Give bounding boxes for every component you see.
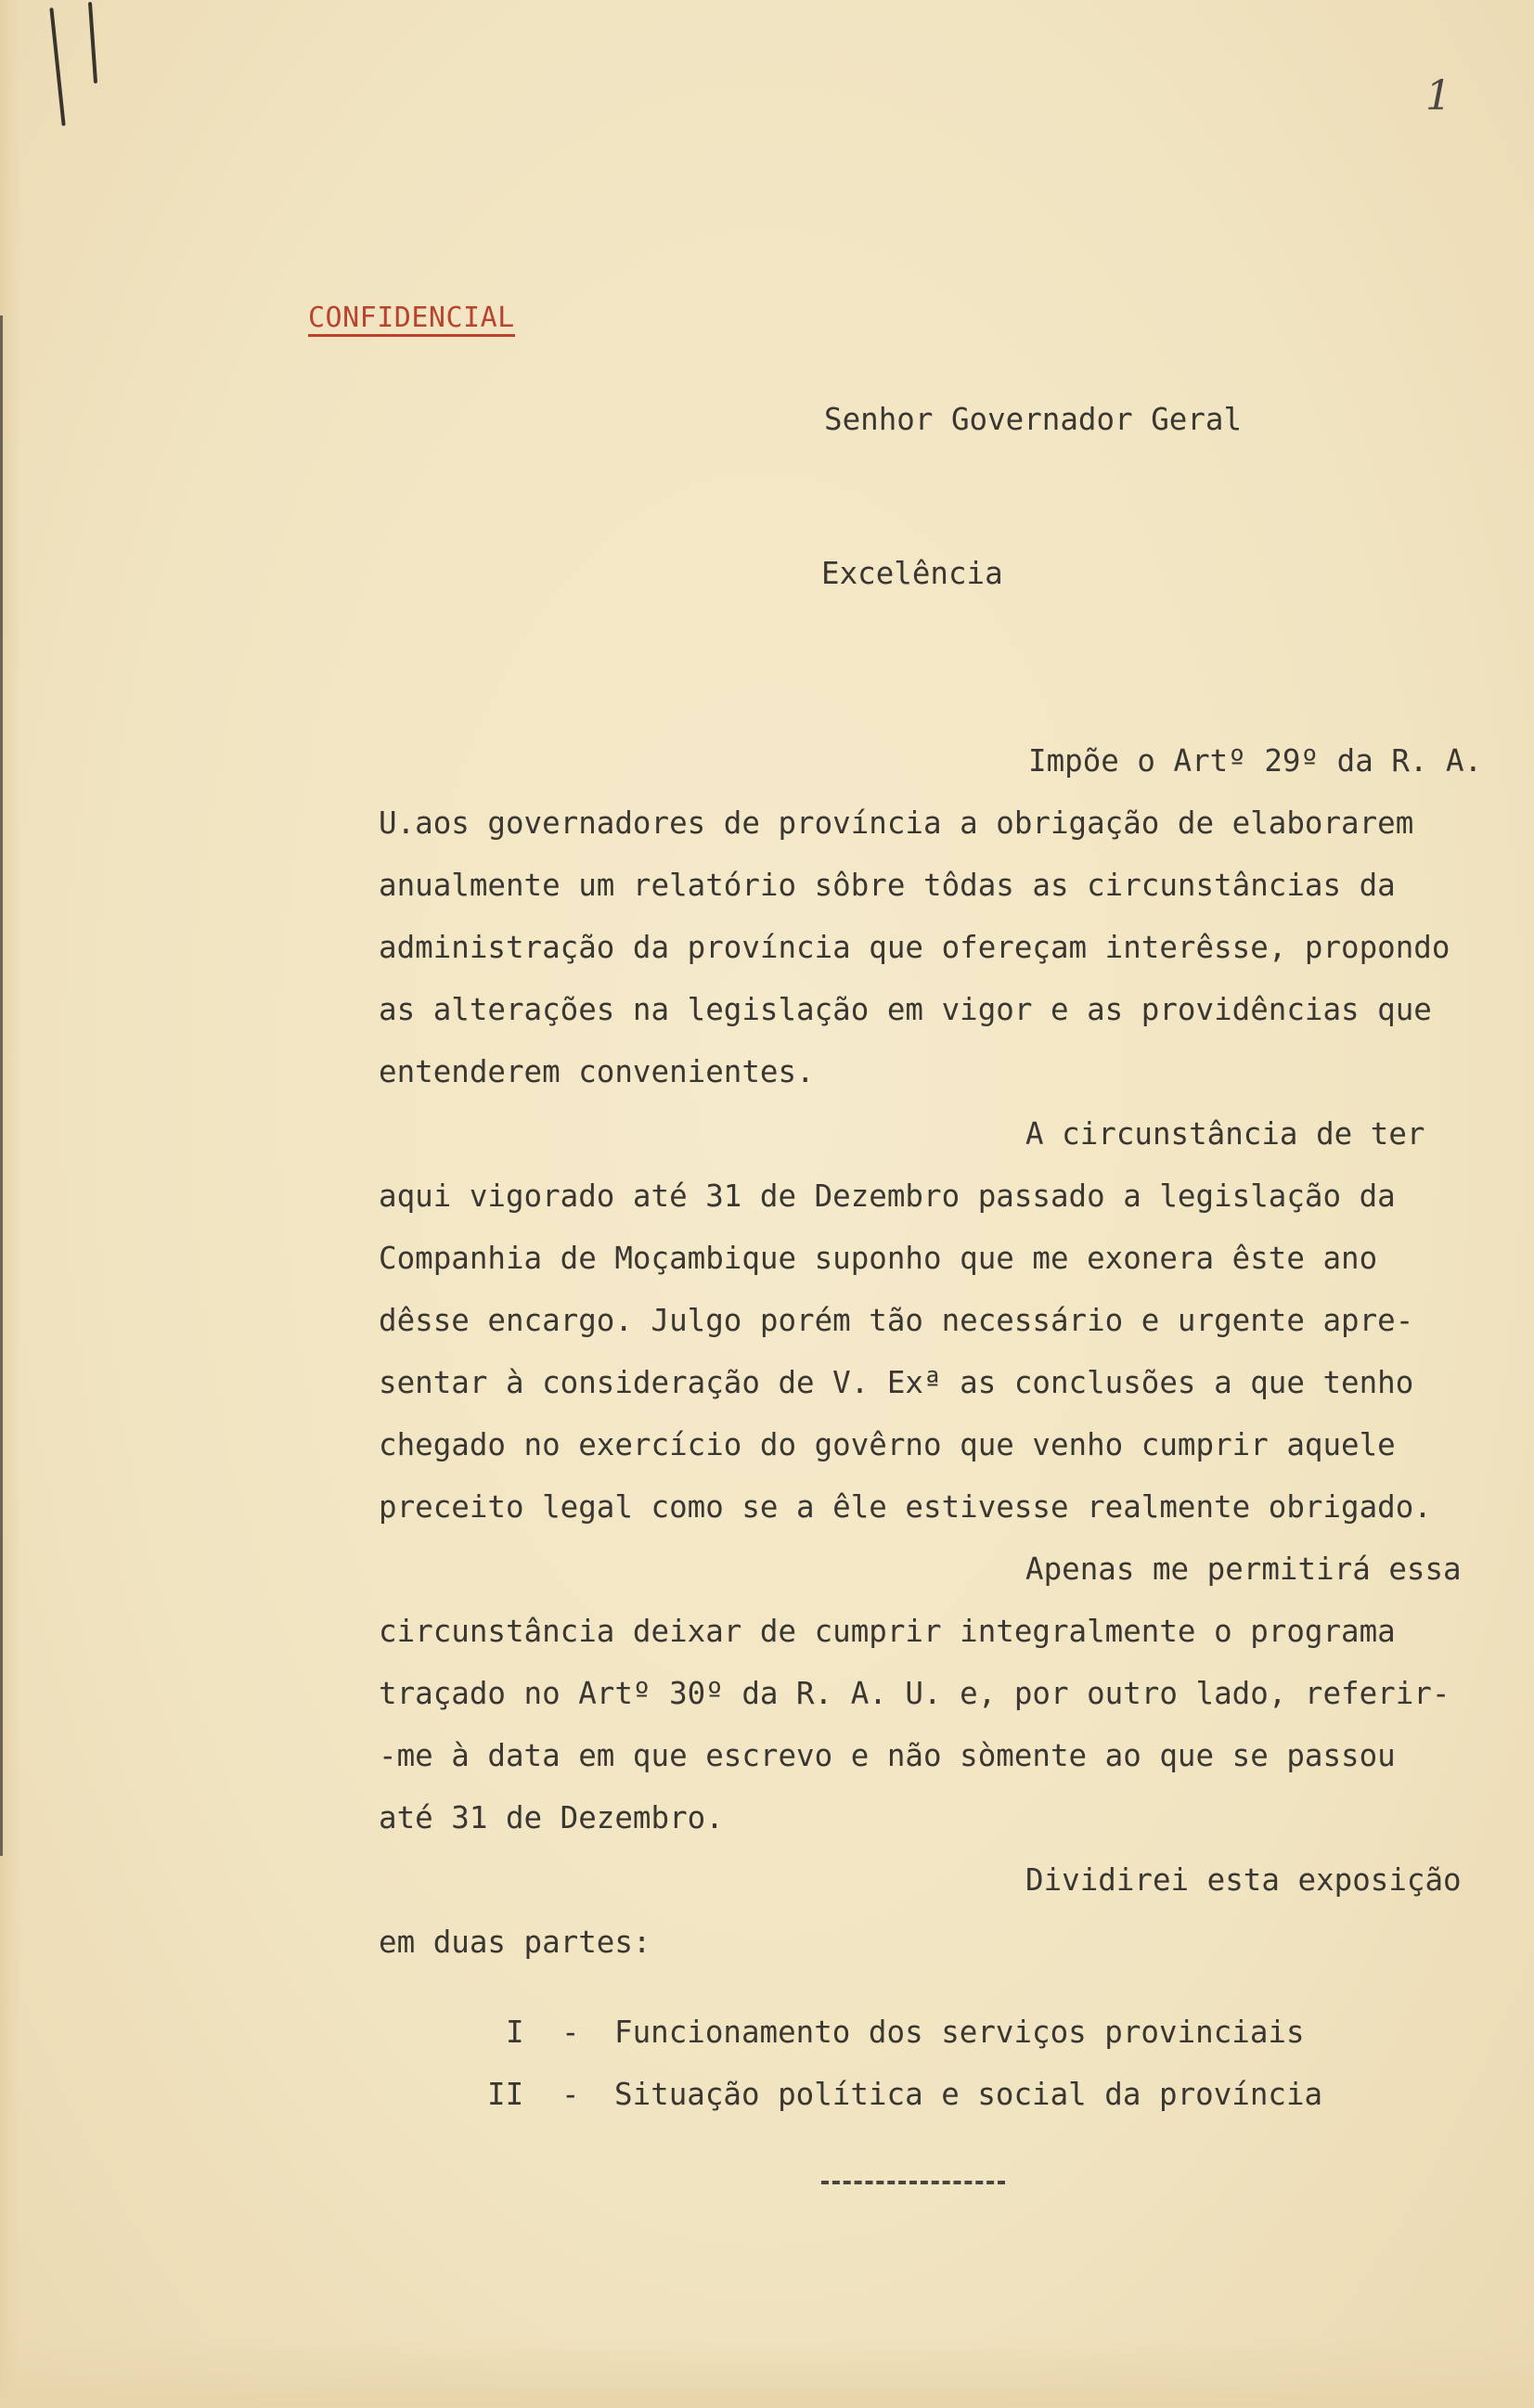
paragraph-line: preceito legal como se a êle estivesse realmente obrigado. (379, 1489, 1432, 1525)
salutation: Senhor Governador Geral (824, 402, 1243, 437)
paragraph-line: as alterações na legislação em vigor e as providências que (379, 992, 1432, 1027)
paragraph-line: aqui vigorado até 31 de Dezembro passado a legislação da (379, 1178, 1396, 1214)
paragraph-line: administração da província que ofereçam interêsse, propondo (379, 930, 1450, 965)
paragraph-line: em duas partes: (379, 1925, 651, 1960)
address-line: Excelência (821, 556, 1003, 591)
paragraph-line: Apenas me permitirá essa (1025, 1552, 1462, 1587)
paragraph-line: dêsse encargo. Julgo porém tão necessário e urgente apre- (379, 1303, 1414, 1338)
paragraph-line: anualmente um relatório sôbre tôdas as circunstâncias da (379, 868, 1396, 903)
outline-dash: - (561, 2015, 580, 2050)
outline-label: Situação política e social da província (614, 2077, 1323, 2112)
paper-edge-shadow-left (0, 0, 20, 2408)
paragraph-line: circunstância deixar de cumprir integralmente o programa (379, 1614, 1396, 1649)
binding-edge-line (0, 315, 3, 1856)
paragraph-line: U.aos governadores de província a obrigação de elaborarem (379, 805, 1414, 841)
paper-edge-shadow-bottom (0, 2338, 1534, 2408)
classification-stamp: CONFIDENCIAL (308, 303, 515, 337)
paragraph-line: entenderem convenientes. (379, 1054, 815, 1089)
paragraph-line: chegado no exercício do govêrno que venho cumprir aquele (379, 1427, 1396, 1462)
paragraph-line: A circunstância de ter (1025, 1116, 1425, 1152)
paragraph-line: -me à data em que escrevo e não sòmente ao que se passou (379, 1738, 1396, 1773)
outline-dash: - (561, 2077, 580, 2112)
outline-numeral: I (506, 2015, 524, 2050)
section-divider (821, 2181, 1005, 2184)
paragraph-line: até 31 de Dezembro. (379, 1800, 724, 1835)
outline-label: Funcionamento dos serviços provinciais (614, 2015, 1305, 2050)
paragraph-line: Dividirei esta exposição (1025, 1862, 1462, 1898)
outline-numeral: II (487, 2077, 524, 2112)
paragraph-line: traçado no Artº 30º da R. A. U. e, por outro lado, referir- (379, 1676, 1450, 1711)
paragraph-line: Companhia de Moçambique suponho que me exonera êste ano (379, 1241, 1378, 1276)
paragraph-line: Impõe o Artº 29º da R. A. (1028, 743, 1483, 779)
page-number: 1 (1425, 72, 1451, 120)
paragraph-line: sentar à consideração de V. Exª as conclusões a que tenho (379, 1365, 1414, 1400)
